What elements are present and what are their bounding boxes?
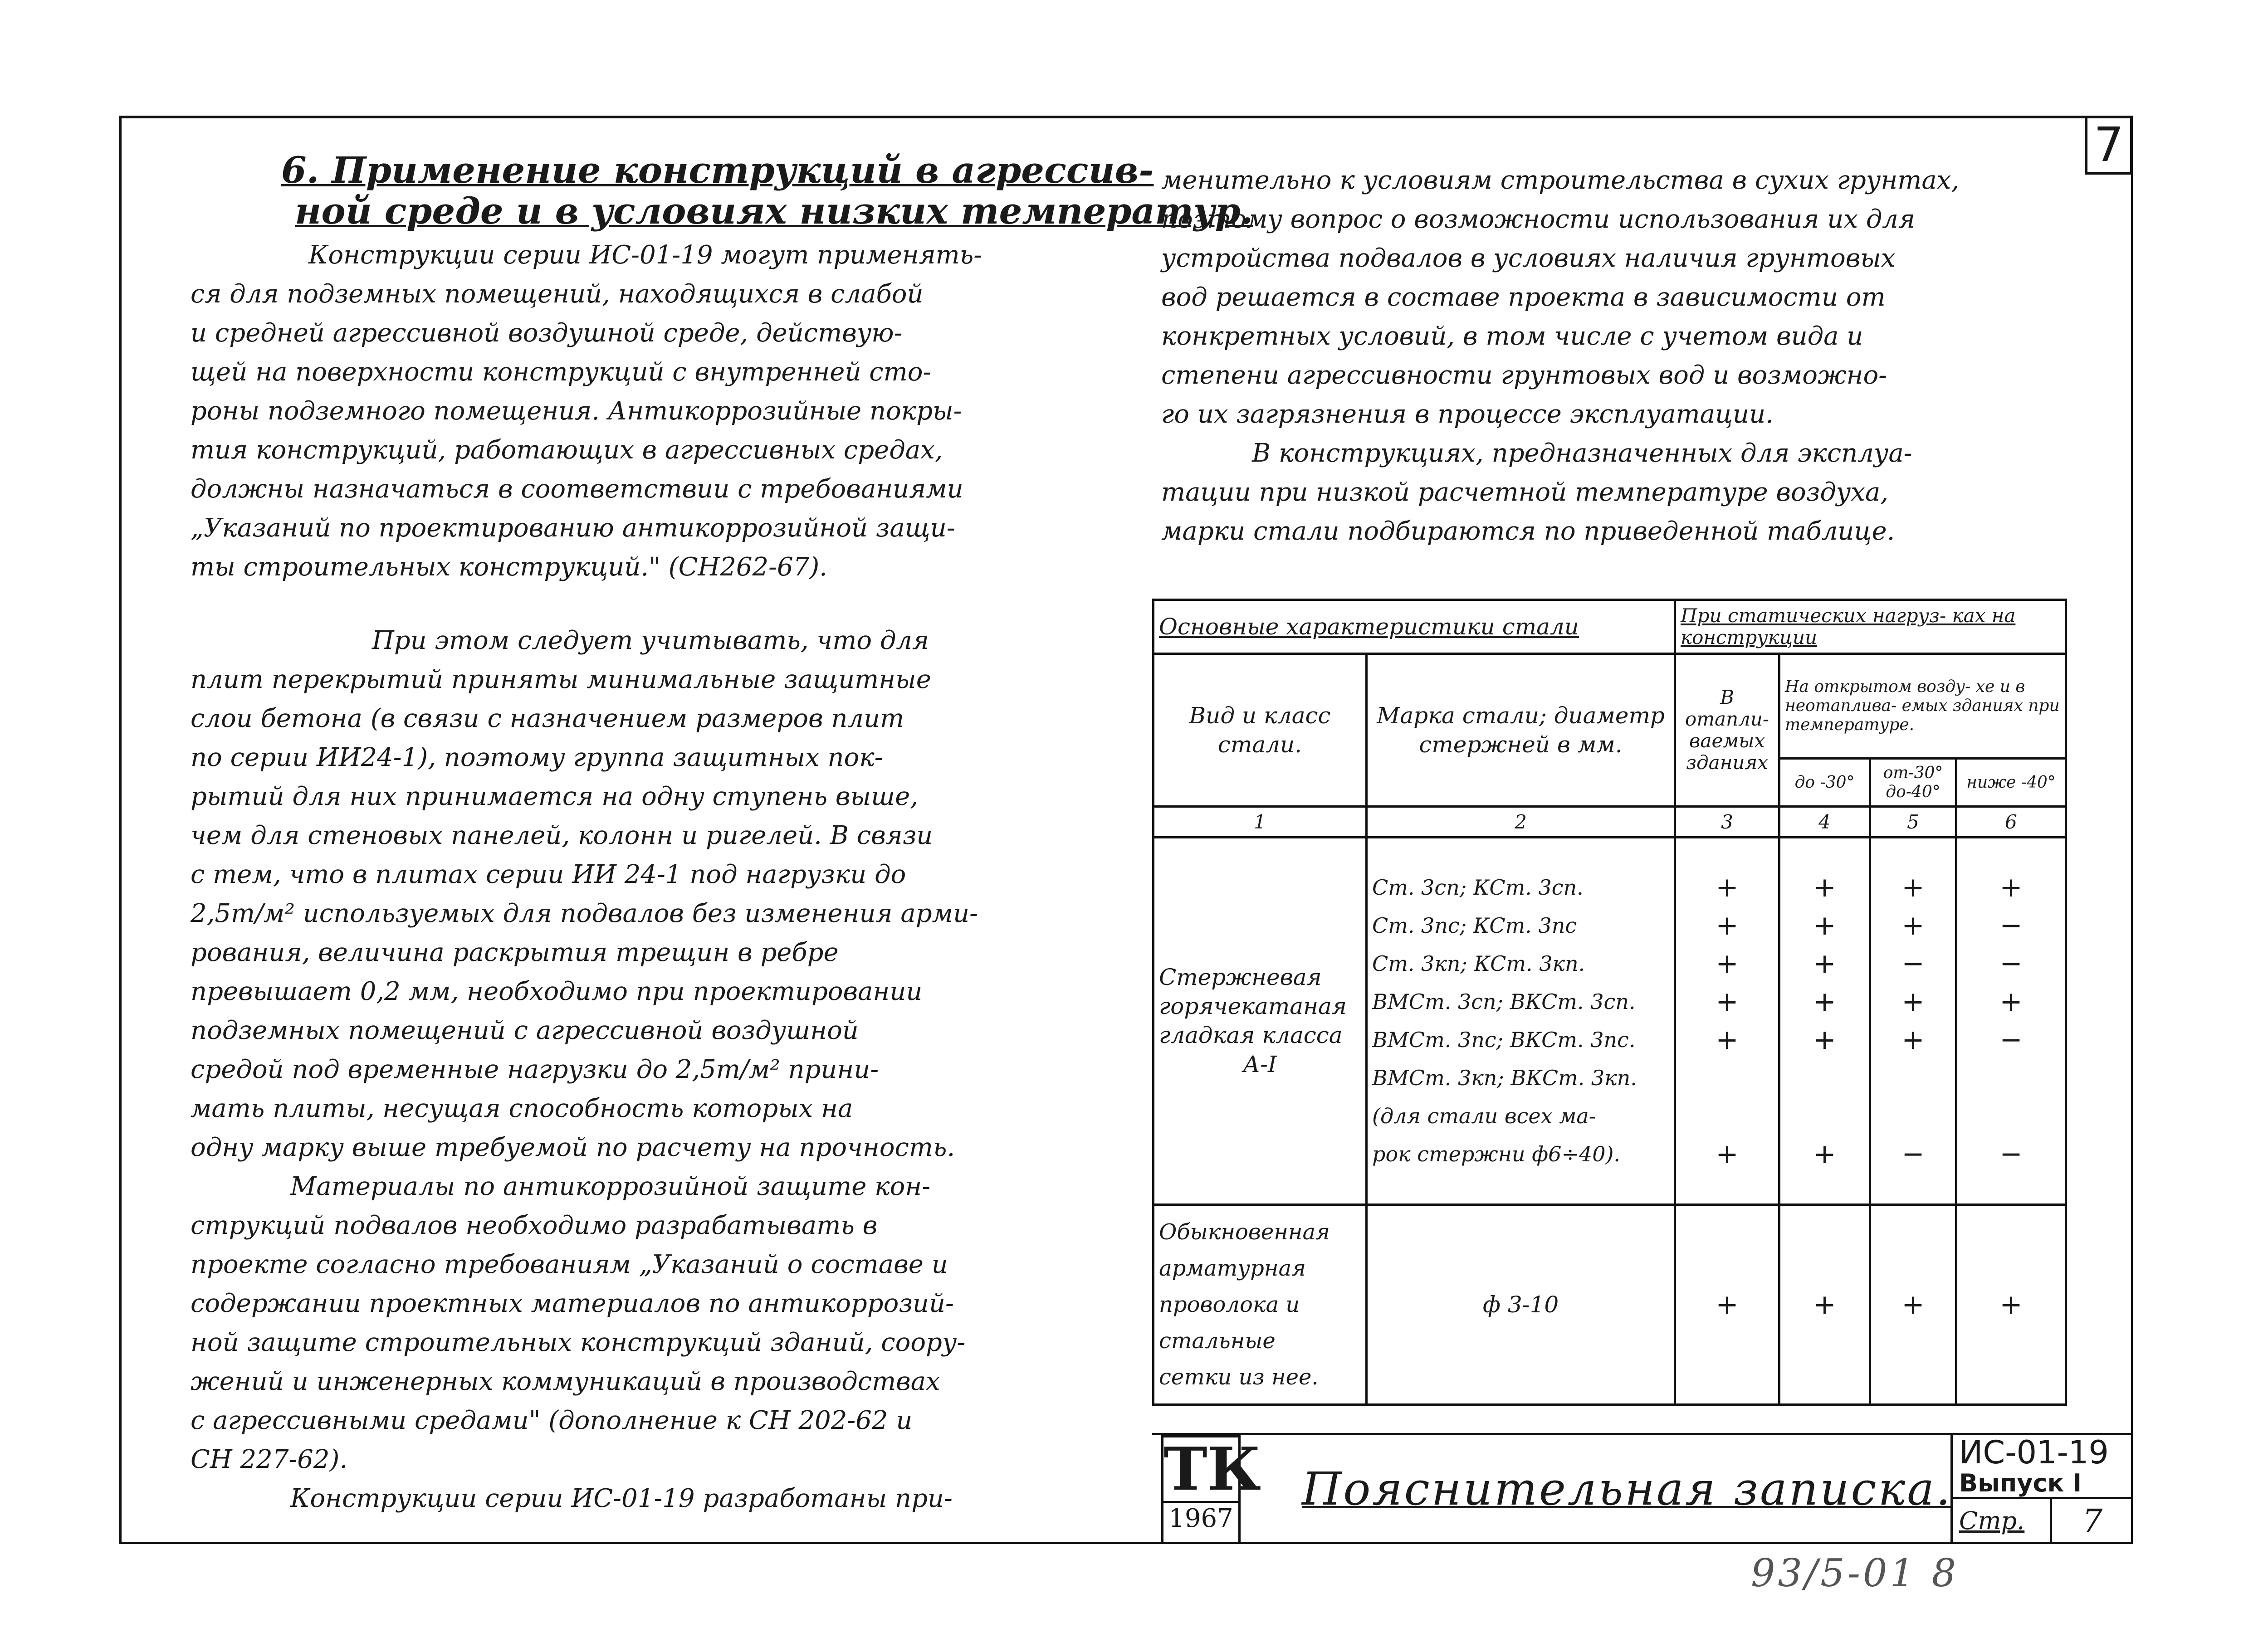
series-code: ИС-01-19 — [1959, 1434, 2109, 1471]
text-line: средой под временные нагрузки до 2,5т/м² прини- — [191, 1055, 879, 1084]
group1-col3 — [1675, 838, 1779, 1204]
cell-value: + — [1716, 1138, 1739, 1170]
brand-line: ВМСт. 3сп; ВКСт. 3сп. — [1372, 989, 1636, 1014]
cell-value: + — [1901, 1024, 1925, 1056]
cell-value — [1962, 1097, 2060, 1135]
text-line: проекте согласно требованиям „Указаний о составе и — [191, 1250, 948, 1279]
text-line: роны подземного помещения. Антикоррозийные покры- — [191, 396, 962, 426]
text-line: слои бетона (в связи с назначением размеров плит — [191, 704, 904, 733]
header-main: Основные характеристики стали — [1154, 600, 1675, 654]
brand-line: Ст. 3пс; КСт. 3пс — [1372, 913, 1577, 938]
page-value: 7 — [2082, 1502, 2103, 1540]
brand-line: ВМСт. 3кп; ВКСт. 3кп. — [1372, 1066, 1637, 1091]
heading-line: 6. Применение конструкций в агрессив- — [281, 149, 1154, 191]
text-line: марки стали подбираются по приведенной таблице. — [1161, 516, 1895, 546]
cell-value: + — [1870, 1204, 1956, 1404]
kind-line: стальные — [1159, 1328, 1276, 1354]
text-line: ся для подземных помещений, находящихся в слабой — [191, 279, 924, 309]
cell-value: + — [1813, 948, 1836, 980]
cell-value: + — [1716, 910, 1739, 942]
cell-value: + — [1999, 872, 2023, 904]
text-line: тия конструкций, работающих в агрессивных средах, — [191, 435, 943, 465]
text-line: щей на поверхности конструкций с внутренней сто- — [191, 357, 932, 387]
cell-value — [1962, 1059, 2060, 1097]
text-line: одну марку выше требуемой по расчету на прочность. — [191, 1133, 955, 1162]
document-title: Пояснительная записка. — [1302, 1462, 1952, 1515]
text-line: плит перекрытий приняты минимальные защитные — [191, 665, 931, 694]
text-line: мать плиты, несущая способность которых на — [191, 1094, 853, 1123]
cell-value: + — [1716, 872, 1739, 904]
brand-line: Ст. 3кп; КСт. 3кп. — [1372, 951, 1585, 976]
cell-value: − — [1901, 948, 1925, 980]
col-number: 4 — [1779, 807, 1870, 838]
col-number: 5 — [1870, 807, 1956, 838]
text-line: с тем, что в плитах серии ИИ 24-1 под нагрузки до — [191, 860, 906, 889]
group1-kind — [1154, 838, 1367, 1204]
brand-line: (для стали всех ма- — [1372, 1104, 1596, 1129]
text-line: менительно к условиям строительства в сухих грунтах, — [1161, 166, 1960, 195]
paragraph-1 — [191, 236, 1134, 587]
text-line: „Указаний по проектированию антикоррозийной защи- — [191, 513, 955, 543]
right-column — [1161, 161, 2105, 551]
col-number: 2 — [1367, 807, 1675, 838]
text-line: и средней агрессивной воздушной среде, действую- — [191, 318, 903, 348]
group1-col6 — [1956, 838, 2066, 1204]
left-column-cont — [191, 621, 1134, 1518]
cell-value — [1785, 1059, 1864, 1097]
kind-line: Обыкновенная — [1159, 1219, 1330, 1245]
text-line: Конструкции серии ИС-01-19 разработаны при- — [290, 1484, 953, 1513]
tk-year: 1967 — [1163, 1501, 1238, 1535]
table-row — [1154, 1204, 2066, 1404]
text-line: При этом следует учитывать, что для — [372, 626, 929, 655]
cell-value: + — [1675, 1204, 1779, 1404]
header-kind: Вид и класс стали. — [1154, 653, 1367, 806]
col-number: 6 — [1956, 807, 2066, 838]
handwritten-number: 93/5-01 8 — [1751, 1551, 1959, 1595]
group1-col5 — [1870, 838, 1956, 1204]
cell-value: − — [1999, 948, 2023, 980]
text-line: должны назначаться в соответствии с требованиями — [191, 474, 963, 504]
tk-mark: ТК — [1163, 1434, 1261, 1504]
text-line: тации при низкой расчетной температуре воздуха, — [1161, 477, 1889, 507]
cell-value: + — [1779, 1204, 1870, 1404]
page-label: Стр. — [1953, 1499, 2052, 1543]
heading-line: ной среде и в условиях низких температур. — [295, 190, 1253, 232]
kind-line: гладкая класса — [1159, 1022, 1343, 1049]
col-number: 3 — [1675, 807, 1779, 838]
header-brand: Марка стали; диаметр стержней в мм. — [1367, 653, 1675, 806]
cell-value — [1876, 1097, 1950, 1135]
text-line: чем для стеновых панелей, колонн и ригелей. В связи — [191, 821, 933, 850]
text-line: ной защите строительных конструкций зданий, соору- — [191, 1328, 966, 1357]
page-number-box: 7 — [2085, 116, 2133, 175]
header-temp-2: от-30° до-40° — [1870, 758, 1956, 806]
brand-line: ВМСт. 3пс; ВКСт. 3пс. — [1372, 1028, 1636, 1052]
paragraph-3 — [191, 1167, 1134, 1479]
title-block — [1152, 1435, 2133, 1544]
group1-col4 — [1779, 838, 1870, 1204]
group2-brand: ф 3-10 — [1367, 1204, 1675, 1404]
text-line: конкретных условий, в том числе с учетом вида и — [1161, 322, 1863, 351]
kind-line: проволока и — [1159, 1291, 1300, 1317]
text-line: го их загрязнения в процессе эксплуатации. — [1161, 400, 1774, 429]
paragraph-4 — [191, 1479, 1134, 1518]
page-row — [1953, 1499, 2133, 1543]
header-temp-1: до -30° — [1779, 758, 1870, 806]
kind-line: А-I — [1243, 1051, 1277, 1078]
group2-kind — [1154, 1204, 1367, 1404]
text-line: по серии ИИ24-1), поэтому группа защитных пок- — [191, 743, 883, 772]
text-line: струкций подвалов необходимо разрабатывать в — [191, 1211, 878, 1240]
tk-box — [1161, 1434, 1261, 1544]
kind-line: горячекатаная — [1159, 993, 1347, 1020]
header-static: При статических нагруз- ках на конструкции — [1675, 600, 2066, 654]
paragraph-right-2 — [1161, 434, 2105, 551]
brand-line: Ст. 3сп; КСт. 3сп. — [1372, 875, 1584, 900]
text-line: Материалы по антикоррозийной защите кон- — [290, 1172, 931, 1201]
series-block — [1950, 1435, 2133, 1544]
paragraph-right-1 — [1161, 161, 2105, 434]
text-line: В конструкциях, предназначенных для эксплуа- — [1252, 439, 1912, 468]
kind-line: арматурная — [1159, 1255, 1306, 1281]
text-line: Конструкции серии ИС-01-19 могут применять- — [308, 240, 982, 270]
cell-value: + — [1716, 1024, 1739, 1056]
text-line: рытий для них принимается на одну ступень выше, — [191, 782, 919, 811]
issue-label: Выпуск I — [1953, 1470, 2133, 1499]
text-line: устройства подвалов в условиях наличия грунтовых — [1161, 244, 1896, 273]
brand-line: рок стержни ф6÷40). — [1372, 1142, 1621, 1167]
text-line: СН 227-62). — [191, 1445, 348, 1474]
text-line: жений и инженерных коммуникаций в производствах — [191, 1367, 940, 1396]
text-line: 2,5т/м² используемых для подвалов без изменения арми- — [191, 899, 978, 928]
col-number: 1 — [1154, 807, 1367, 838]
text-line: степени агрессивности грунтовых вод и возможно- — [1161, 361, 1887, 390]
cell-value: + — [1813, 986, 1836, 1018]
cell-value — [1785, 1097, 1864, 1135]
cell-value: − — [1999, 1138, 2023, 1170]
cell-value: + — [1901, 910, 1925, 942]
text-line: содержании проектных материалов по антикоррозий- — [191, 1289, 954, 1318]
kind-line: Стержневая — [1159, 964, 1322, 991]
cell-value: + — [1813, 1138, 1836, 1170]
cell-value: + — [1901, 872, 1925, 904]
paragraph-2 — [191, 621, 1134, 1167]
cell-value: + — [1813, 910, 1836, 942]
text-line: с агрессивными средами" (дополнение к СН 202-62 и — [191, 1406, 913, 1435]
cell-value: + — [1813, 1024, 1836, 1056]
cell-value: + — [1813, 872, 1836, 904]
text-line: ты строительных конструкций." (СН262-67). — [191, 552, 827, 582]
cell-value — [1681, 1059, 1774, 1097]
cell-value — [1876, 1059, 1950, 1097]
section-heading — [191, 149, 1253, 232]
cell-value: + — [1999, 986, 2023, 1018]
table-row — [1154, 838, 2066, 1204]
kind-line: сетки из нее. — [1159, 1364, 1319, 1390]
cell-value: − — [1901, 1138, 1925, 1170]
header-heated: В отапли- ваемых зданиях — [1675, 653, 1779, 806]
header-temp-3: ниже -40° — [1956, 758, 2066, 806]
cell-value: + — [1956, 1204, 2066, 1404]
cell-value: + — [1716, 986, 1739, 1018]
text-line: вод решается в составе проекта в зависимости от — [1161, 283, 1886, 312]
text-line: поэтому вопрос о возможности использования их для — [1161, 205, 1915, 234]
cell-value: − — [1999, 910, 2023, 942]
text-line: подземных помещений с агрессивной воздушной — [191, 1016, 859, 1045]
text-line: рования, величина раскрытия трещин в ребре — [191, 938, 839, 967]
cell-value: + — [1901, 986, 1925, 1018]
cell-value: + — [1716, 948, 1739, 980]
text-line: превышает 0,2 мм, необходимо при проектировании — [191, 977, 923, 1006]
cell-value: − — [1999, 1024, 2023, 1056]
steel-grade-table — [1152, 599, 2067, 1406]
header-open: На открытом возду- хе и в неотаплива- емых зданиях при температуре. — [1779, 653, 2066, 758]
group1-brands — [1367, 838, 1675, 1204]
cell-value — [1681, 1097, 1774, 1135]
left-column — [191, 149, 1253, 587]
